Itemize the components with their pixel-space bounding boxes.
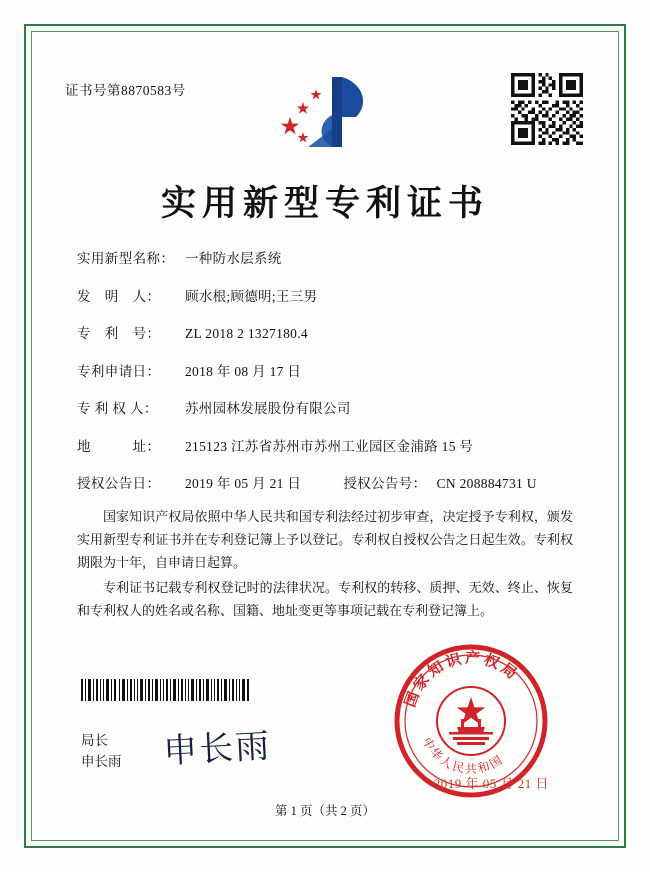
barcode-icon xyxy=(81,679,249,701)
field-row-grant-announcement xyxy=(77,472,573,492)
field-label-grant-number: 授权公告号： xyxy=(343,476,427,491)
commissioner-title-label: 局长 xyxy=(81,733,108,748)
certificate-content xyxy=(31,31,619,841)
field-row-patentee xyxy=(77,397,573,417)
field-label: 地 址： xyxy=(77,438,161,454)
svg-text:国家知识产权局: 国家知识产权局 xyxy=(402,650,522,710)
field-label: 实用新型名称： xyxy=(77,251,175,266)
field-value: 215123 江苏省苏州市苏州工业园区金浦路 15 号 xyxy=(185,438,474,454)
field-value-grant-date: 2019 年 05 月 21 日 xyxy=(185,476,302,491)
paragraph-grant-statement: 国家知识产权局依照中华人民共和国专利法经过初步审查，决定授予专利权，颁发实用新型专利证书并在专利登记簿上予以登记。专利权自授权公告之日起生效。专利权期限为十年，自申请日起算。 xyxy=(77,509,573,570)
field-label: 专 利 权 人： xyxy=(77,401,158,416)
field-row-utility-model-name xyxy=(77,247,573,267)
field-label: 发 明 人： xyxy=(77,288,161,304)
field-value: ZL 2018 2 1327180.4 xyxy=(185,326,308,341)
qr-code-icon xyxy=(511,73,583,145)
commissioner-name-label: 申长雨 xyxy=(81,753,122,769)
field-value: 2018 年 08 月 17 日 xyxy=(185,363,302,379)
certificate-number: 证书号第8870583号 xyxy=(65,83,186,98)
field-value-grant-number: CN 208884731 U xyxy=(436,476,537,491)
document-title: 实用新型专利证书 xyxy=(160,184,489,223)
field-list xyxy=(77,247,573,510)
field-row-address xyxy=(77,435,573,455)
field-value: 一种防水层系统 xyxy=(185,251,282,266)
page-number: 第 1 页（共 2 页） xyxy=(274,804,375,818)
legal-text-block xyxy=(77,506,573,626)
field-label-grant-date: 授权公告日： xyxy=(77,476,161,491)
field-value: 顾水根;顾德明;王三男 xyxy=(185,288,318,304)
paragraph-registry-statement: 专利证书记载专利权登记时的法律状况。专利权的转移、质押、无效、终止、恢复和专利权人的姓名或名称、国籍、地址变更等事项记载在专利登记簿上。 xyxy=(77,580,573,618)
seal-date: 2019 年 05 月 21 日 xyxy=(433,776,549,791)
field-value: 苏州园林发展股份有限公司 xyxy=(185,401,351,416)
signature-block xyxy=(81,731,122,773)
field-row-patent-number xyxy=(77,322,573,342)
field-row-application-date xyxy=(77,360,573,380)
cnipa-logo-icon xyxy=(270,69,380,155)
svg-text:中华人民共和国: 中华人民共和国 xyxy=(419,734,507,777)
handwritten-signature: 申长雨 xyxy=(162,728,273,771)
field-row-inventors xyxy=(77,285,573,305)
field-label: 专利申请日： xyxy=(77,363,161,379)
field-label: 专 利 号： xyxy=(77,326,161,341)
